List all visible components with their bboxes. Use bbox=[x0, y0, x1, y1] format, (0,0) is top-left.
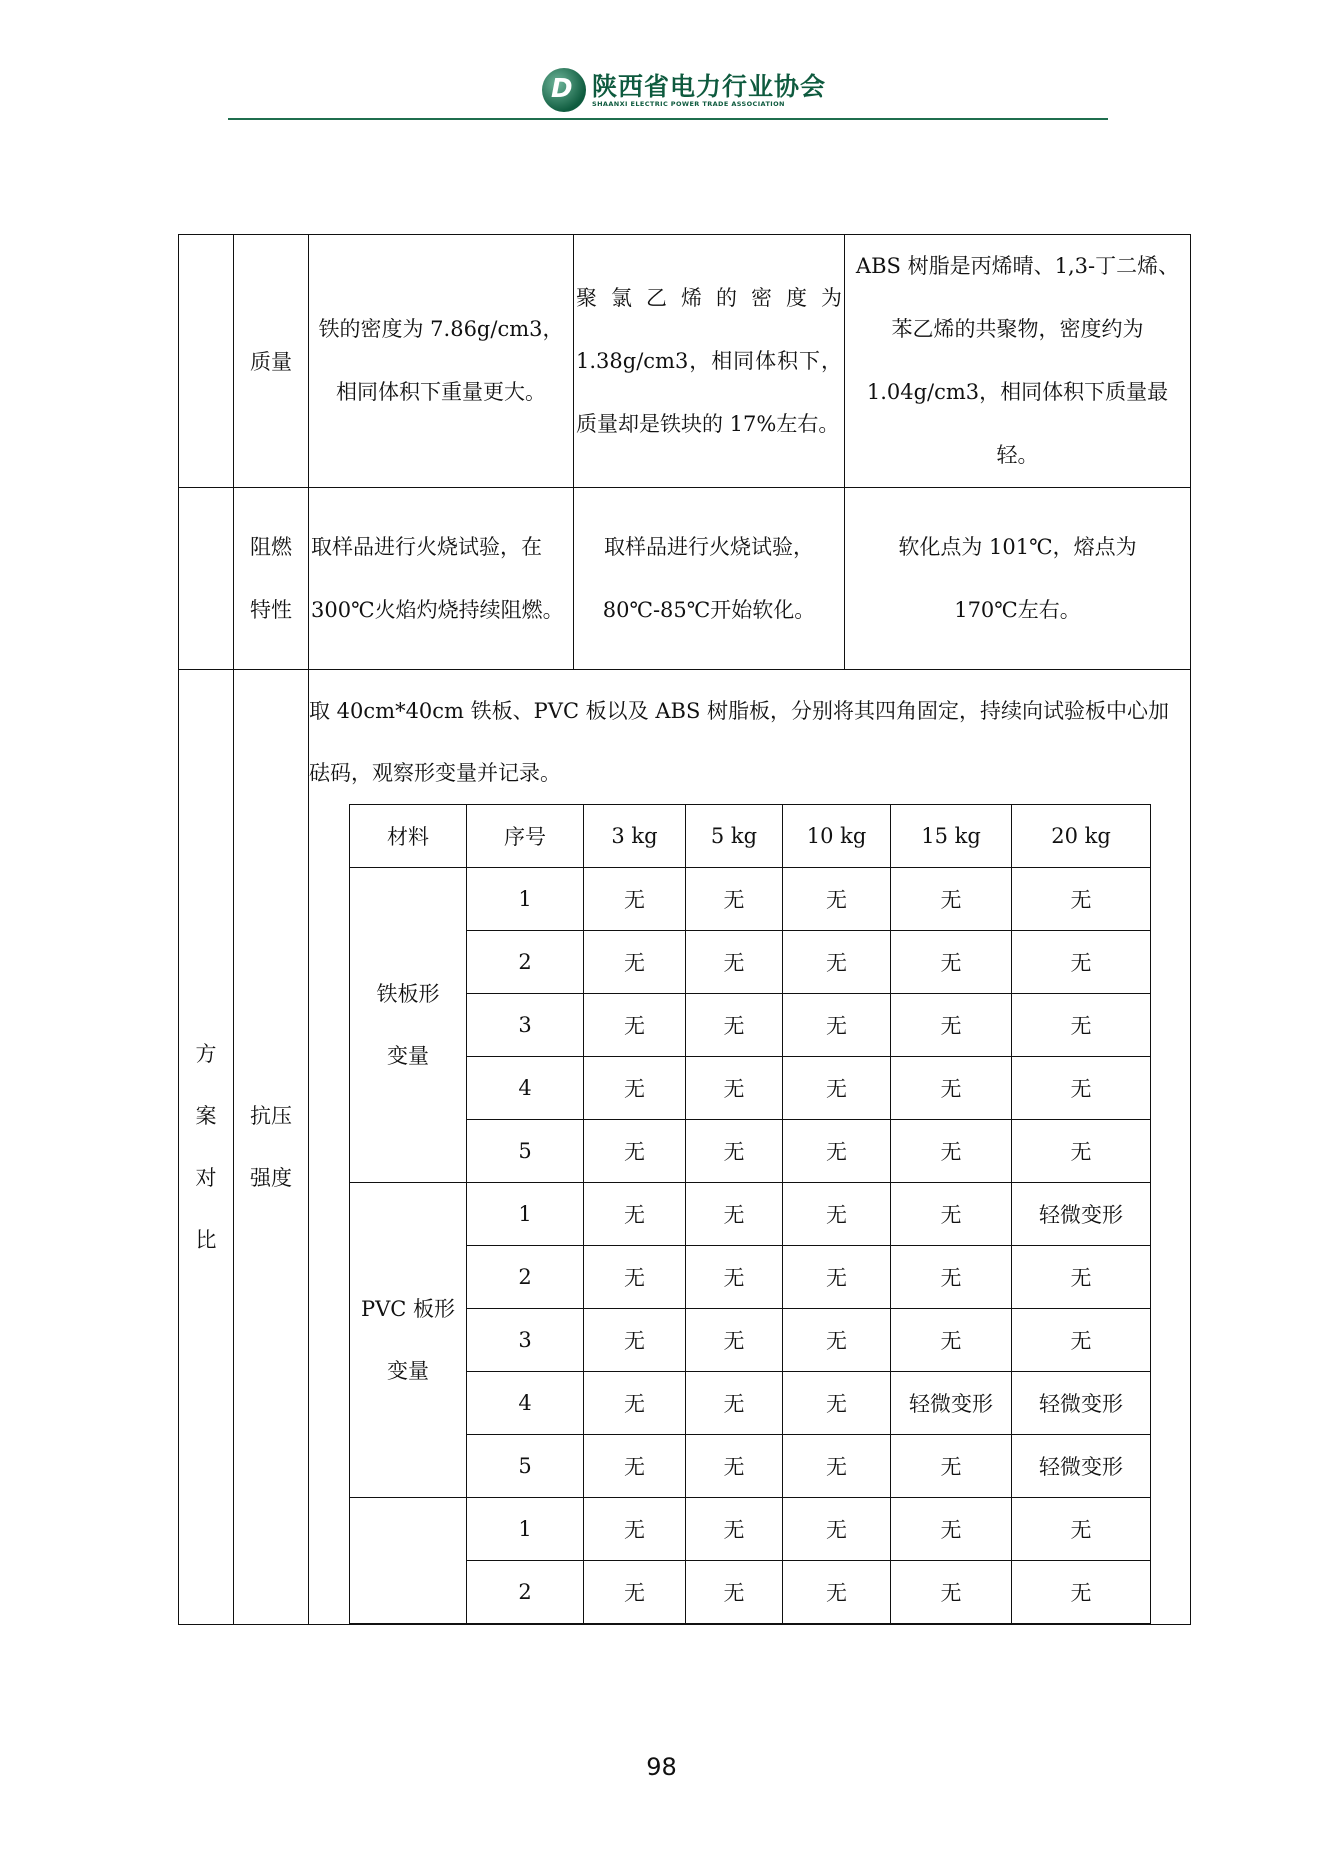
cell-value: 无 bbox=[783, 1498, 891, 1561]
header-divider bbox=[228, 118, 1108, 120]
cell-value: 无 bbox=[686, 868, 783, 931]
iron-flame: 取样品进行火烧试验，在300℃火焰灼烧持续阻燃。 bbox=[309, 488, 574, 670]
row-no: 5 bbox=[467, 1435, 584, 1498]
cell-value: 轻微变形 bbox=[1012, 1183, 1151, 1246]
material-line: PVC 板形 bbox=[360, 1297, 456, 1321]
cell-value: 无 bbox=[584, 1372, 686, 1435]
org-name-en: SHAANXI ELECTRIC POWER TRADE ASSOCIATION bbox=[592, 99, 785, 108]
material-pvc bbox=[350, 1183, 467, 1498]
cell-value: 无 bbox=[686, 1183, 783, 1246]
test-intro: 取 40cm*40cm 铁板、PVC 板以及 ABS 树脂板，分别将其四角固定，持续向试验板中心加砝码，观察形变量并记录。 bbox=[309, 699, 1170, 785]
cell-value: 无 bbox=[891, 1309, 1012, 1372]
header-material: 材料 bbox=[350, 805, 467, 868]
row-no: 1 bbox=[467, 1183, 584, 1246]
cell-value: 无 bbox=[686, 1057, 783, 1120]
cell-value: 无 bbox=[584, 1498, 686, 1561]
header-15kg: 15 kg bbox=[891, 805, 1012, 868]
cell-value: 无 bbox=[783, 1183, 891, 1246]
cell-value: 无 bbox=[584, 1120, 686, 1183]
cell-value: 无 bbox=[891, 868, 1012, 931]
cell-value: 无 bbox=[783, 1435, 891, 1498]
attr-compression bbox=[234, 670, 309, 1625]
table-row bbox=[350, 1183, 1151, 1246]
cell-value: 无 bbox=[686, 1435, 783, 1498]
row-no: 2 bbox=[467, 931, 584, 994]
cell-value: 无 bbox=[891, 1183, 1012, 1246]
cell-value: 无 bbox=[1012, 1498, 1151, 1561]
comparison-table bbox=[178, 234, 1191, 1625]
org-name-cn: 陕西省电力行业协会 bbox=[592, 71, 827, 101]
test-results-table bbox=[349, 804, 1151, 1624]
header-20kg: 20 kg bbox=[1012, 805, 1151, 868]
table-row bbox=[350, 994, 1151, 1057]
cell-value: 无 bbox=[783, 1246, 891, 1309]
logo-text bbox=[592, 73, 826, 108]
table-row bbox=[350, 1561, 1151, 1624]
page-number: 98 bbox=[646, 1753, 677, 1781]
cell-value: 无 bbox=[686, 1120, 783, 1183]
logo-letter: D bbox=[551, 74, 573, 104]
cell-value: 无 bbox=[686, 1561, 783, 1624]
cell-value: 无 bbox=[1012, 1561, 1151, 1624]
material-line: 铁板形 bbox=[376, 982, 440, 1006]
row-no: 1 bbox=[467, 868, 584, 931]
pvc-mass: 聚氯乙烯的密度为1.38g/cm3，相同体积下，质量却是铁块的 17%左右。 bbox=[574, 235, 845, 488]
table-row bbox=[350, 1120, 1151, 1183]
cell-value: 无 bbox=[891, 1561, 1012, 1624]
abs-flame: 软化点为 101℃，熔点为 170℃左右。 bbox=[845, 488, 1191, 670]
cell-value: 无 bbox=[1012, 1120, 1151, 1183]
cell-value: 无 bbox=[783, 1561, 891, 1624]
table-row bbox=[350, 1372, 1151, 1435]
header-5kg: 5 kg bbox=[686, 805, 783, 868]
cell-value: 无 bbox=[783, 994, 891, 1057]
cell-value: 无 bbox=[584, 1246, 686, 1309]
cell-value: 无 bbox=[891, 1057, 1012, 1120]
table-row bbox=[350, 1309, 1151, 1372]
cell-value: 轻微变形 bbox=[891, 1372, 1012, 1435]
attr-compression-line: 强度 bbox=[250, 1166, 292, 1190]
header-no: 序号 bbox=[467, 805, 584, 868]
cell-value: 无 bbox=[783, 868, 891, 931]
section-label-char: 对 bbox=[195, 1166, 217, 1190]
cell-value: 轻微变形 bbox=[1012, 1435, 1151, 1498]
row-no: 4 bbox=[467, 1372, 584, 1435]
cell-value: 无 bbox=[686, 931, 783, 994]
cell-value: 无 bbox=[891, 1246, 1012, 1309]
cell-value: 无 bbox=[686, 1498, 783, 1561]
cell-value: 无 bbox=[584, 931, 686, 994]
logo-emblem-icon bbox=[542, 68, 586, 112]
cell-value: 无 bbox=[584, 1183, 686, 1246]
section-label bbox=[179, 670, 234, 1625]
table-row-mass bbox=[179, 235, 1191, 488]
table-row bbox=[350, 1435, 1151, 1498]
attr-mass: 质量 bbox=[234, 235, 309, 488]
cell-value: 无 bbox=[686, 1309, 783, 1372]
cell-value: 无 bbox=[891, 1120, 1012, 1183]
table-row bbox=[350, 868, 1151, 931]
section-label-char: 案 bbox=[195, 1104, 217, 1128]
material-line: 变量 bbox=[387, 1359, 429, 1383]
cell-value: 无 bbox=[783, 931, 891, 994]
cell-value: 无 bbox=[891, 1498, 1012, 1561]
table-row-flame bbox=[179, 488, 1191, 670]
cell-value: 无 bbox=[783, 1372, 891, 1435]
header-3kg: 3 kg bbox=[584, 805, 686, 868]
cell-value: 无 bbox=[584, 1435, 686, 1498]
cell-value: 轻微变形 bbox=[1012, 1372, 1151, 1435]
section-label-empty bbox=[179, 235, 234, 488]
material-iron bbox=[350, 868, 467, 1183]
cell-value: 无 bbox=[1012, 1246, 1151, 1309]
row-no: 3 bbox=[467, 1309, 584, 1372]
table-row-compression bbox=[179, 670, 1191, 1625]
table-row bbox=[350, 1246, 1151, 1309]
row-no: 5 bbox=[467, 1120, 584, 1183]
table-row bbox=[350, 1057, 1151, 1120]
cell-value: 无 bbox=[891, 994, 1012, 1057]
cell-value: 无 bbox=[783, 1120, 891, 1183]
table-row bbox=[350, 1498, 1151, 1561]
row-no: 4 bbox=[467, 1057, 584, 1120]
cell-value: 无 bbox=[686, 994, 783, 1057]
section-label-char: 方 bbox=[195, 1042, 217, 1066]
cell-value: 无 bbox=[891, 931, 1012, 994]
iron-mass: 铁的密度为 7.86g/cm3，相同体积下重量更大。 bbox=[309, 235, 574, 488]
abs-mass: ABS 树脂是丙烯晴、1,3-丁二烯、苯乙烯的共聚物，密度约为1.04g/cm3，相同体积下质量最轻。 bbox=[845, 235, 1191, 488]
material-line: 变量 bbox=[387, 1044, 429, 1068]
section-label-empty bbox=[179, 488, 234, 670]
row-no: 1 bbox=[467, 1498, 584, 1561]
pvc-flame: 取样品进行火烧试验，80℃-85℃开始软化。 bbox=[574, 488, 845, 670]
test-header-row bbox=[350, 805, 1151, 868]
table-row bbox=[350, 931, 1151, 994]
cell-value: 无 bbox=[686, 1246, 783, 1309]
section-label-char: 比 bbox=[195, 1228, 217, 1252]
cell-value: 无 bbox=[584, 868, 686, 931]
cell-value: 无 bbox=[891, 1435, 1012, 1498]
row-no: 2 bbox=[467, 1246, 584, 1309]
row-no: 3 bbox=[467, 994, 584, 1057]
attr-compression-line: 抗压 bbox=[250, 1104, 292, 1128]
cell-value: 无 bbox=[1012, 931, 1151, 994]
cell-value: 无 bbox=[783, 1309, 891, 1372]
association-logo bbox=[542, 68, 826, 112]
row-no: 2 bbox=[467, 1561, 584, 1624]
cell-value: 无 bbox=[1012, 1309, 1151, 1372]
header-10kg: 10 kg bbox=[783, 805, 891, 868]
cell-value: 无 bbox=[584, 1057, 686, 1120]
page-header bbox=[0, 0, 1323, 130]
cell-value: 无 bbox=[584, 1561, 686, 1624]
compression-content bbox=[309, 670, 1191, 1625]
cell-value: 无 bbox=[584, 1309, 686, 1372]
cell-value: 无 bbox=[783, 1057, 891, 1120]
cell-value: 无 bbox=[1012, 1057, 1151, 1120]
material-abs bbox=[350, 1498, 467, 1624]
cell-value: 无 bbox=[1012, 994, 1151, 1057]
attr-flame: 阻燃特性 bbox=[234, 488, 309, 670]
cell-value: 无 bbox=[686, 1372, 783, 1435]
cell-value: 无 bbox=[584, 994, 686, 1057]
cell-value: 无 bbox=[1012, 868, 1151, 931]
